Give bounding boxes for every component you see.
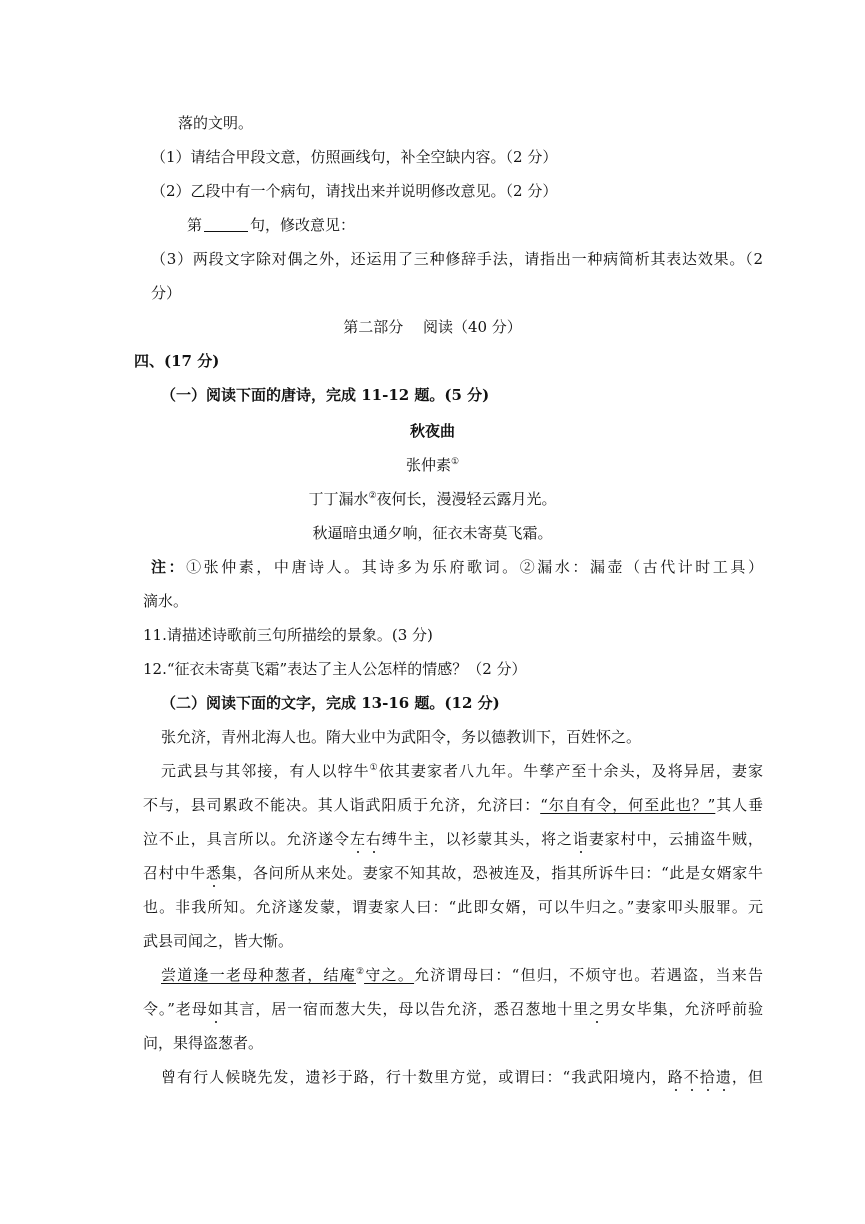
passage-line: 也。非我所知。允济遂发蒙，谓妻家人曰：“此即女婿，可以牛归之。”妻家叩头服罪。元	[143, 898, 763, 916]
dotted-char: 拾	[699, 1068, 716, 1086]
text: 妻家村中，云捕盗牛贼，	[588, 830, 763, 848]
passage-line	[161, 965, 763, 985]
passage-line	[161, 1067, 763, 1087]
text: 曾有行人候晓先发，遗衫于路，行十数里方觉，或谓曰：“我武阳境内，	[161, 1068, 668, 1086]
poem-title: 秋夜曲	[409, 422, 455, 440]
dotted-char: 之	[589, 1000, 605, 1018]
dotted-char: 诣	[572, 830, 589, 848]
poem-author: 张仲素①	[405, 456, 460, 474]
text: 允济谓母曰：“但归，不烦守也。若遇盗，当来告	[414, 966, 763, 984]
poem-note	[151, 557, 763, 577]
passage-line: 问，果得盗葱者。	[143, 1034, 264, 1052]
question-12: 12.“征衣未寄莫飞霜”表达了主人公怎样的情感？（2 分）	[143, 660, 527, 678]
dotted-char: 遗	[715, 1068, 732, 1086]
poem-line: 秋逼暗虫通夕响，征衣未寄莫飞霜。	[312, 524, 553, 542]
text: 第	[187, 216, 203, 234]
poem-line: 丁丁漏水②夜何长，漫漫轻云露月光。	[308, 490, 557, 508]
text: ，但	[731, 1068, 763, 1086]
text: 其言，居一宿而葱大失，母以告允济，悉召葱地十里	[223, 1000, 590, 1018]
text: 句，修改意见：	[250, 216, 356, 234]
answer-line	[187, 215, 355, 235]
text-line: 落的文明。	[178, 114, 254, 132]
text: 不与，县司累政不能决。其人诣武阳质于允济，允济曰：	[143, 796, 541, 814]
text: 泣不止，具言所以。允济遂令	[143, 830, 350, 848]
text: 集，各问所从来处。妻家不知其故，恐被连及，指其所诉牛曰：“此是女婿家牛	[221, 864, 763, 882]
dotted-char: 右	[365, 830, 382, 848]
text: 男女毕集，允济呼前验	[604, 1000, 763, 1018]
section-heading: 四、(17 分)	[134, 352, 220, 370]
text: 守之。	[364, 966, 415, 984]
author-name: 张仲素	[405, 456, 451, 474]
text-line: 分）	[151, 284, 182, 302]
dotted-char: 不	[683, 1068, 700, 1086]
note-label: 注：	[151, 558, 187, 576]
text: 丁丁漏水	[308, 490, 369, 508]
dotted-char: 路	[667, 1068, 684, 1086]
text: 依其妻家者八九年。牛孳产至十余头，及将异居，妻家	[377, 762, 763, 780]
underlined-sentence: “尔自有令，何至此也？”	[540, 796, 716, 814]
fill-blank[interactable]	[204, 215, 248, 232]
question-sub-1: （1）请结合甲段文意，仿照画线句，补全空缺内容。（2 分）	[151, 148, 558, 166]
question-11: 11.请描述诗歌前三句所描绘的景象。(3 分)	[143, 626, 433, 644]
question-sub-2: （2）乙段中有一个病句，请找出来并说明修改意见。（2 分）	[151, 182, 558, 200]
dotted-char: 如	[207, 1000, 224, 1018]
passage-line	[143, 999, 763, 1019]
underlined-sentence: 尝道逢一老母种葱者，结庵②守之。	[161, 966, 415, 984]
text: 缚牛主，以衫蒙其头，将之	[381, 830, 573, 848]
passage-line	[143, 795, 763, 815]
dotted-char: 悉	[205, 864, 222, 882]
text: 元武县与其邻接，有人以牸牛	[161, 762, 370, 780]
text: 召村中牛	[143, 864, 206, 882]
passage-line: 元武县与其邻接，有人以牸牛①依其妻家者八九年。牛孳产至十余头，及将异居，妻家	[161, 762, 763, 780]
poem-note: 滴水。	[143, 592, 189, 610]
subsection-heading: （二）阅读下面的文字，完成 13-16 题。(12 分)	[161, 694, 500, 712]
dotted-char: 左	[349, 830, 366, 848]
note-text: ①张仲素，中唐诗人。其诗多为乐府歌词。②漏水：漏壶（古代计时工具）	[186, 558, 763, 576]
passage-line: 张允济，青州北海人也。隋大业中为武阳令，务以德教训下，百姓怀之。	[161, 728, 642, 746]
text: 其人垂	[715, 796, 763, 814]
passage-line	[143, 863, 763, 883]
part-heading: 第二部分 阅读（40 分）	[343, 318, 522, 336]
text: 令。”老母	[143, 1000, 208, 1018]
passage-line	[143, 829, 763, 849]
text: 夜何长，漫漫轻云露月光。	[376, 490, 557, 508]
question-sub-3: （3）两段文字除对偶之外，还运用了三种修辞手法，请指出一种病简析其表达效果。（2	[151, 250, 763, 268]
text: 尝道逢一老母种葱者，结庵	[161, 966, 356, 984]
passage-line: 武县司闻之，皆大惭。	[143, 932, 294, 950]
subsection-heading: （一）阅读下面的唐诗，完成 11-12 题。(5 分)	[161, 386, 490, 404]
